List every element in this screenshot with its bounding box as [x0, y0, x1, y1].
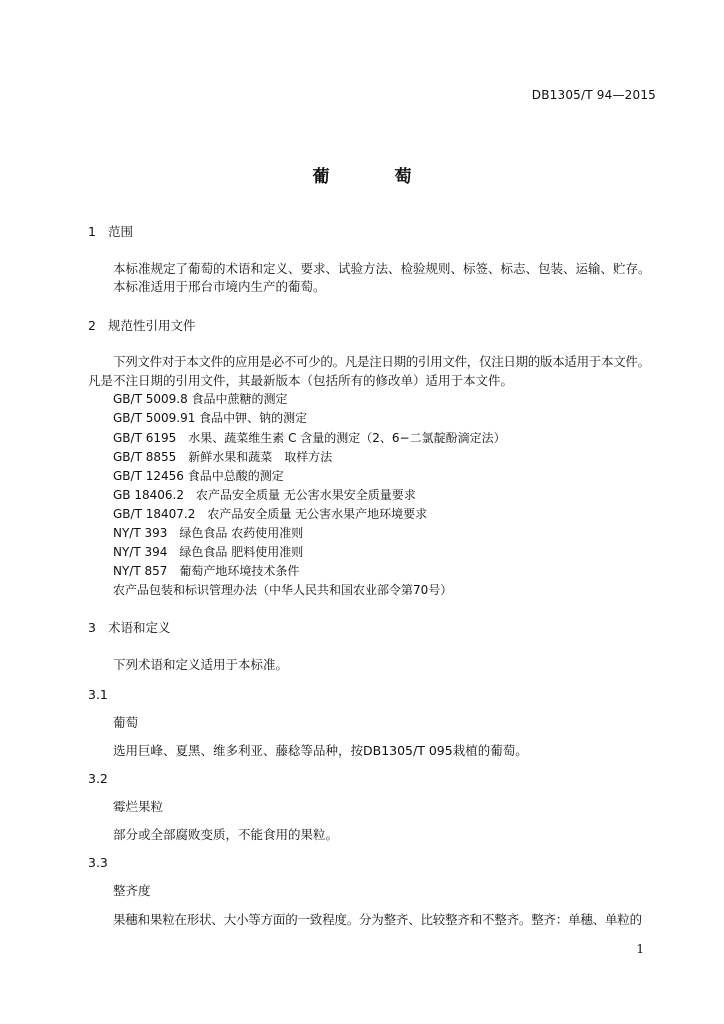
page-number: 1 [636, 942, 644, 956]
paragraph: 本标准规定了葡萄的术语和定义、要求、试验方法、检验规则、标签、标志、包装、运输、贮存。 [113, 261, 651, 276]
page-title: 葡 萄 [312, 167, 436, 187]
section-title: 规范性引用文件 [108, 318, 196, 333]
section-number: 3 [88, 620, 96, 635]
reference-item: GB/T 8855 新鲜水果和蔬菜 取样方法 [113, 450, 333, 464]
paragraph: 凡是不注日期的引用文件，其最新版本（包括所有的修改单）适用于本文件。 [88, 373, 514, 388]
reference-item: NY/T 857 葡萄产地环境技术条件 [113, 564, 300, 578]
term-number: 3.3 [88, 855, 108, 870]
section-title: 术语和定义 [108, 620, 171, 635]
reference-item: GB/T 5009.8 食品中蔗糖的测定 [113, 392, 288, 406]
term-definition: 选用巨峰、夏黑、维多利亚、藤稔等品种，按DB1305/T 095栽植的葡萄。 [113, 743, 528, 758]
term-definition: 部分或全部腐败变质，不能食用的果粒。 [113, 827, 339, 842]
term-name: 整齐度 [113, 883, 151, 898]
paragraph: 本标准适用于邢台市境内生产的葡萄。 [113, 279, 326, 294]
term-number: 3.1 [88, 687, 108, 702]
reference-item: GB 18406.2 农产品安全质量 无公害水果安全质量要求 [113, 488, 416, 502]
section-title: 范围 [108, 224, 134, 239]
paragraph: 下列文件对于本文件的应用是必不可少的。凡是注日期的引用文件，仅注日期的版本适用于本文件。 [113, 354, 650, 369]
section-2-heading [88, 316, 196, 334]
section-1-heading [88, 222, 133, 240]
reference-item: 农产品包装和标识管理办法（中华人民共和国农业部令第70号） [113, 583, 453, 597]
reference-item: GB/T 6195 水果、蔬菜维生素 C 含量的测定（2、6−二氯靛酚滴定法） [113, 431, 506, 445]
reference-item: GB/T 5009.91 食品中钾、钠的测定 [113, 411, 308, 425]
reference-item: GB/T 12456 食品中总酸的测定 [113, 469, 284, 483]
term-name: 葡萄 [113, 715, 139, 730]
section-number: 1 [88, 224, 96, 239]
term-number: 3.2 [88, 771, 108, 786]
reference-item: GB/T 18407.2 农产品安全质量 无公害水果产地环境要求 [113, 507, 428, 521]
section-3-heading [88, 618, 171, 636]
paragraph: 下列术语和定义适用于本标准。 [113, 657, 289, 672]
section-number: 2 [88, 318, 96, 333]
term-definition: 果穗和果粒在形状、大小等方面的一致程度。分为整齐、比较整齐和不整齐。整齐：单穗、单粒的 [113, 912, 642, 927]
reference-item: NY/T 394 绿色食品 肥料使用准则 [113, 545, 304, 559]
term-name: 霉烂果粒 [113, 799, 164, 814]
document-number: DB1305/T 94—2015 [531, 88, 656, 102]
reference-item: NY/T 393 绿色食品 农药使用准则 [113, 526, 304, 540]
